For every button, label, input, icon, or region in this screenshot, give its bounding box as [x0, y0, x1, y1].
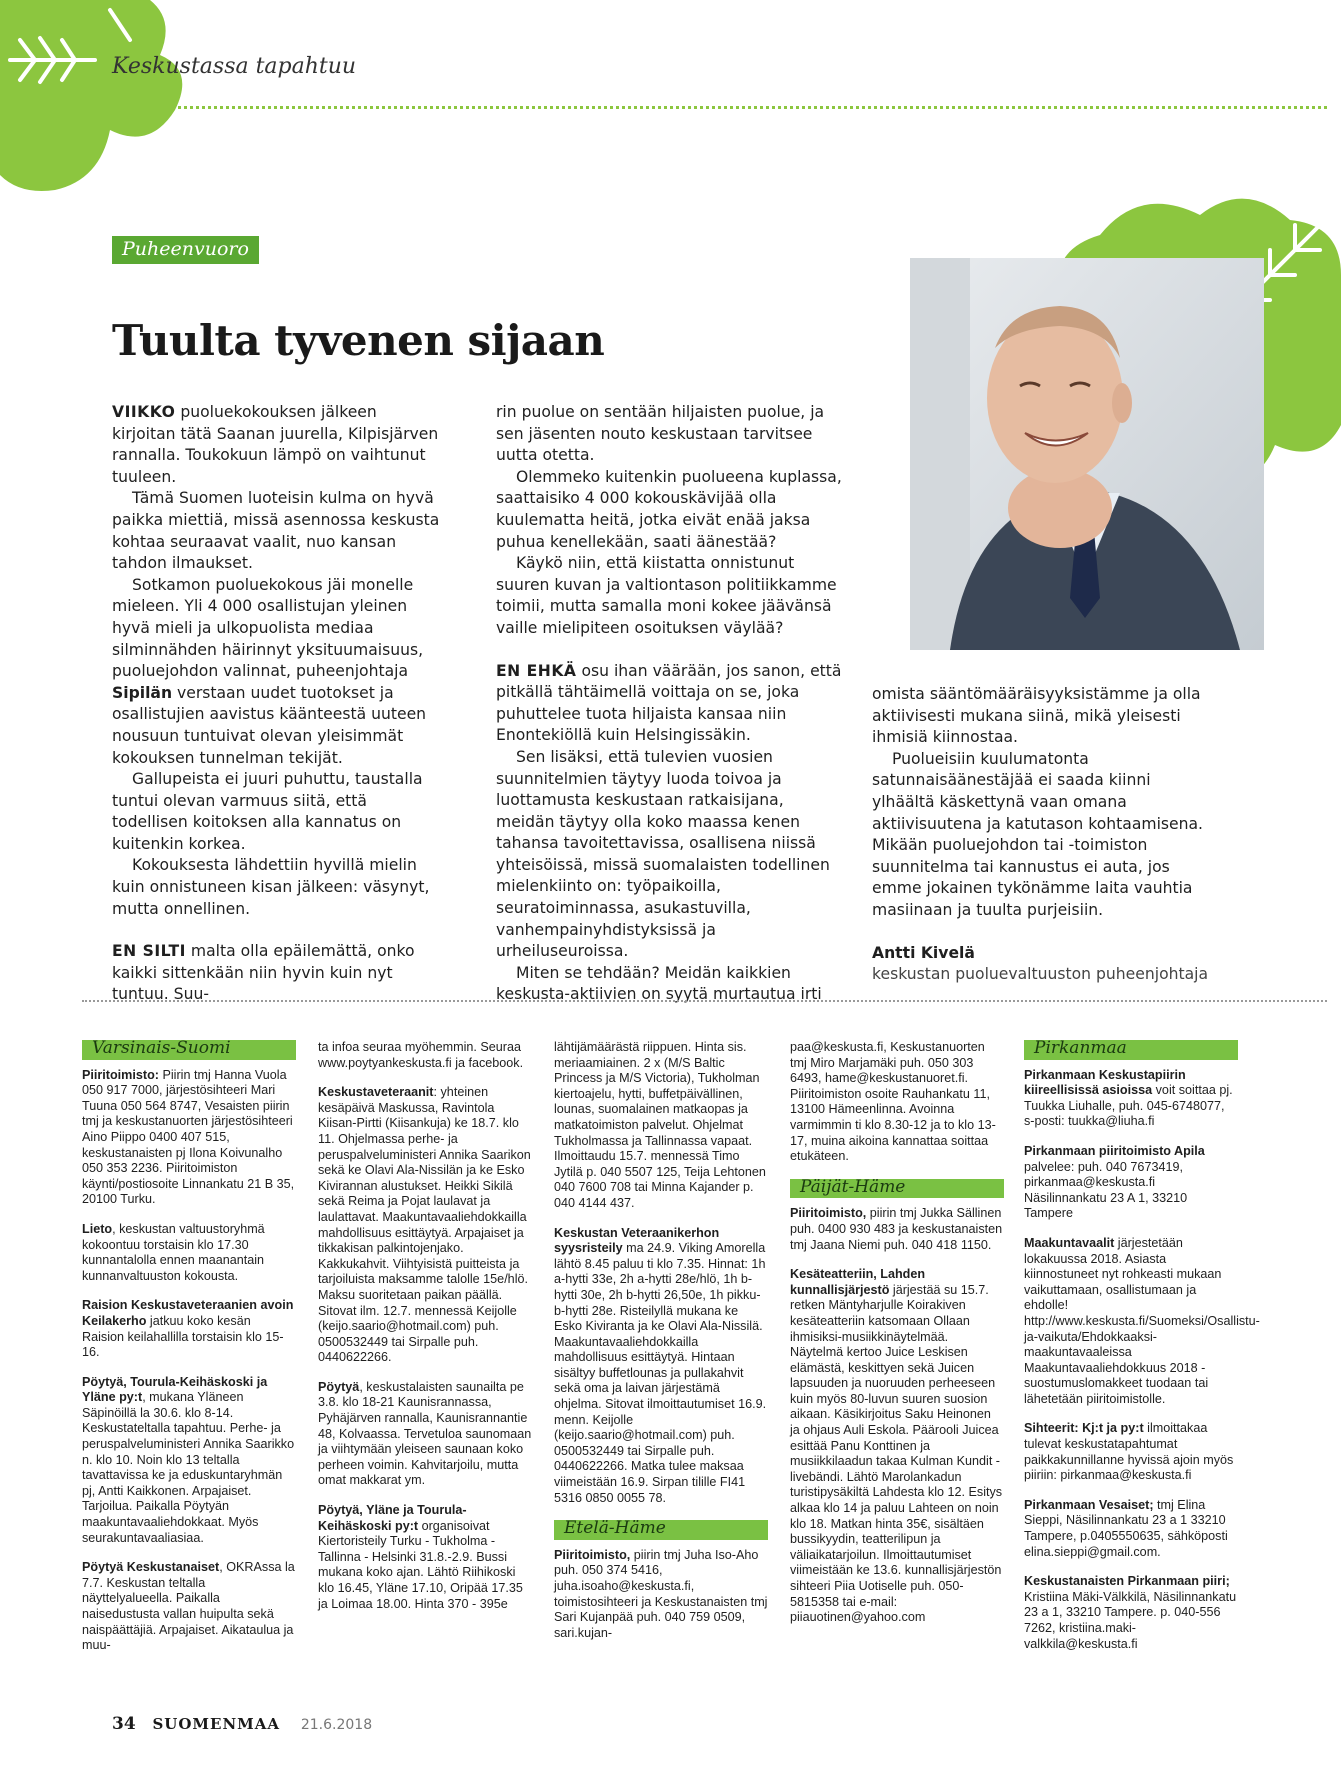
news-item: Lieto, keskustan valtuustoryhmä kokoontuu torstaisin klo 17.30 kunnantalolla ennen maanantain kunnanvaltuuston kokousta.	[82, 1221, 265, 1283]
news-column-1	[82, 1040, 296, 1668]
article-tag-label: Puheenvuoro	[112, 236, 259, 264]
news-item: ta infoa seuraa myöhemmin. Seuraa www.poytyankeskusta.fi ja facebook.	[318, 1040, 524, 1070]
news-item: Pöytyä Keskustanaiset, OKRAssa la 7.7. Keskustan teltalla näyttelyalueella. Paikalla naisedustusta vallan huipulta sekä naispäättäjiä. Arpajaiset. Aikataulua ja muu-	[82, 1560, 295, 1653]
section-title: Keskustassa tapahtuu	[112, 54, 357, 79]
paragraph: Sotkamon puoluekokous jäi monelle mieleen. Yli 4 000 osallistujan yleinen hyvä mieli ja ulkopuolista mediaa silminnähden häirinnyt yksituumaisuus, puoluejohdon valinnat, puheenjohtaja Sipilän verstaan uudet tuotokset ja osallistujien aavistus käänteestä uuteen nousuun tuntuivat olevan yleisimmät kokouksen tunnelman tekijät.	[112, 575, 427, 767]
paragraph: Gallupeista ei juuri puhuttu, taustalla tuntui olevan varmuus siitä, että todellisen koitoksen alla kannatus on kuitenkin korkea.	[112, 770, 423, 853]
section-divider	[82, 1000, 1327, 1002]
paragraph: VIIKKO puoluekokouksen jälkeen kirjoitan tätä Saanan juurella, Kilpisjärven rannalla. Toukokuun lämpö on vaihtunut tuuleen.	[112, 403, 439, 486]
news-item: lähtijämäärästä riippuen. Hinta sis. meriaamiainen. 2 x (M/S Baltic Princess ja M/S Victoria), Tukholman kiertoajelu, hytti, buffetpäivällinen, lounas, suomalainen matkaopas ja matkatoimiston palvelut. Ohjelmat Tukholmassa ja Tallinnassa vapaat. Ilmoittaudu 15.7. mennessä Timo Jytilä p. 040 5507 125, Teija Lehtonen 040 7600 708 tai Minna Kajander p. 040 4144 437.	[554, 1040, 766, 1210]
paragraph: EN SILTI malta olla epäilemättä, onko kaikki sittenkään niin hyvin kuin nyt tuntuu. Suu-	[112, 942, 415, 1004]
news-item: Pirkanmaan Keskustapiirin kiireellisissä asioissa voit soittaa pj. Tuukka Liuhalle, puh. 045-6748077, s-posti: tuukka@liuha.fi	[1024, 1067, 1233, 1129]
region-heading: Päijät-Häme	[790, 1179, 1004, 1199]
author-name: Antti Kivelä	[872, 943, 975, 962]
news-column-5	[1024, 1038, 1260, 1666]
paragraph: rin puolue on sentään hiljaisten puolue, ja sen jäsenten nouto keskustaan tarvitsee uutta otetta.	[496, 403, 825, 465]
issue-date: 21.6.2018	[300, 1717, 373, 1733]
paragraph: Käykö niin, että kiistatta onnistunut suuren kuvan ja valtiontason politiikkamme toimii, mutta samalla moni kokee jäävänsä vaille mielipiteen osoituksen väylää?	[496, 554, 837, 637]
news-item: Maakuntavaalit järjestetään lokakuussa 2018. Asiasta kiinnostuneet nyt rohkeasti mukaan vaikuttamaan, osallistumaan ja ehdolle! http://www.keskusta.fi/Suomeksi/Osallistu-ja-vaikuta/Ehdokkaaksi-maakuntavaaleissa Maakuntavaaliehdokkuus 2018 -suostumuslomakkeet tuodaan tai lähetetään piiritoimistolle.	[1024, 1235, 1260, 1406]
news-item: Piiritoimisto: Piirin tmj Hanna Vuola 050 917 7000, järjestösihteeri Mari Tuuna 050 564 8747, Vesaisten piirin tmj ja keskustanuorten järjestösihteeri Aino Piippo 0400 407 515, keskustanaisten pj Ilona Koivunalho 050 353 2236. Piiritoimiston käynti/postiosoite Linnankatu 21 B 35, 20100 Turku.	[82, 1067, 295, 1207]
news-item: Pöytyä, keskustalaisten saunailta pe 3.8. klo 18-21 Kaunisrannassa, Pyhäjärven rannalla, Kaunisrannantie 48, Kolvaassa. Tervetuloa saunomaan ja viihtymään yleiseen saunaan koko perheen voimin. Kahvitarjoilu, mutta omat makkarat ym.	[318, 1379, 532, 1488]
region-heading: Varsinais-Suomi	[82, 1040, 296, 1060]
article-headline: Tuulta tyvenen sijaan	[112, 316, 605, 365]
page-footer	[112, 1714, 372, 1734]
news-item: Piiritoimisto, piirin tmj Jukka Sällinen puh. 0400 930 483 ja keskustanaisten tmj Jaana Niemi puh. 040 418 1150.	[790, 1206, 1003, 1252]
news-item: Keskustan Veteraanikerhon syysristeily ma 24.9. Viking Amorella lähtö 8.45 paluu ti klo 7.35. Hinnat: 1h a-hytti 33e, 2h a-hytti 28e/hlö, 1h b-hytti 30e, 2h b-hytti 26,50e, 1h pikku-b-hytti 28e. Risteilyllä mukana ke Esko Kiviranta ja ke Olavi Ala-Nissilä. Maakuntavaaliehdokkailla mahdollisuus esittäytyä. Hintaan sisältyy buffetlounas ja pullakahvit sekä oma ja laivan järjestämä ohjelma. Sitovat ilmoittautumiset 16.9. menn. Keijolle (keijo.saario@hotmail.com) puh. 0500532449 tai Sirpalle puh. 0440622266. Matka tulee maksaa viimeistään 16.9. Sirpan tilille FI41 5316 0850 0055 78.	[554, 1225, 767, 1505]
paragraph: Olemmeko kuitenkin puolueena kuplassa, saattaisiko 4 000 kokouskävijää olla kuulematta heitä, jotka eivät enää jaksa puhua kenellekään, saati äänestää?	[496, 467, 842, 551]
header-divider	[112, 106, 1327, 109]
news-item: Sihteerit: Kj:t ja py:t ilmoittakaa tulevat keskustatapahtumat paikkakunnillanne hyvissä ajoin myös piiriin: pirkanmaa@keskusta.fi	[1024, 1421, 1234, 1483]
paragraph: EN EHKÄ osu ihan väärään, jos sanon, että pitkällä tähtäimellä voittaja on se, joka puhuttelee tuota hiljaista kansaa niin Enontekiöllä kuin Helsingissäkin.	[496, 661, 842, 745]
clover-decoration-topleft	[0, 0, 200, 200]
news-item: Pöytyä, Yläne ja Tourula-Keihäskoski py:t organisoivat Kiertoristeily Turku - Tukholma - Tallinna - Helsinki 31.8.-2.9. Bussi mukana koko ajan. Lähtö Riihikoski klo 16.45, Yläne 17.10, Oripää 17.35 ja Loimaa 18.00. Hinta 370 - 395e	[318, 1503, 523, 1611]
news-item: Piiritoimisto, piirin tmj Juha Iso-Aho puh. 050 374 5416, juha.isoaho@keskusta.fi, toimistosihteeri ja Keskustanaisten tmj Sari Kujanpää puh. 040 759 0509, sari.kujan-	[554, 1547, 768, 1640]
page-number: 34	[112, 1714, 136, 1734]
author-photo	[910, 258, 1264, 650]
news-item: paa@keskusta.fi, Keskustanuorten tmj Miro Marjamäki puh. 050 303 6493, hame@keskustanuoret.fi. Piiritoimiston osoite Rauhankatu 11, 13100 Hämeenlinna. Avoinna varmimmin ti klo 8.30-12 ja to klo 13-17, muina aikoina kannattaa soittaa etukäteen.	[790, 1040, 996, 1164]
paragraph: Kokouksesta lähdettiin hyvillä mielin kuin onnistuneen kisan jälkeen: väsynyt, mutta onnellinen.	[112, 856, 430, 918]
paragraph: Sen lisäksi, että tulevien vuosien suunnitelmien täytyy luoda toivoa ja luottamusta keskustaan ratkaisijana, meidän täytyy olla koko maassa kenen tahansa tavoitettavissa, osallisena niissä yhteisöissä, missä suomalaisten todellinen mielenkiinto on: työpaikoilla, seuratoiminnassa, asukastuvilla, vanhempainyhdistyksissä ja urheiluseuroissa.	[496, 747, 830, 961]
news-item: Keskustanaisten Pirkanmaan piiri; Kristiina Mäki-Välkkilä, Näsilinnankatu 23 a 1, 33210 Tampere. p. 040-556 7262, kristiina.maki-valkkila@keskusta.fi	[1024, 1574, 1237, 1651]
news-column-4	[790, 1040, 1004, 1640]
news-column-2	[318, 1040, 532, 1626]
paragraph: Miten se tehdään? Meidän kaikkien keskusta-aktiivien on syytä murtautua irti	[496, 963, 822, 1004]
news-item: Pöytyä, Tourula-Keihäskoski ja Yläne py:t, mukana Yläneen Säpinöillä la 30.6. klo 8-14. Keskustateltalla tapahtuu. Perhe- ja peruspalveluministeri Annika Saarikko n. klo 10. Noin klo 13 teltalla tavattavissa ke ja eduskuntaryhmän pj, Antti Kaikkonen. Arpajaiset. Tarjoilua. Paikalla Pöytyän maakuntavaaliehdokkaat. Myös seurakuntavaaliasiaa.	[82, 1374, 295, 1545]
region-heading: Pirkanmaa	[1024, 1040, 1238, 1060]
paragraph: Tämä Suomen luoteisin kulma on hyvä paikka miettiä, missä asennossa keskusta kohtaa seuraavat vaalit, nuo kansan tahdon ilmaukset.	[112, 489, 440, 573]
article-tag	[112, 236, 259, 264]
news-item: Raision Keskustaveteraanien avoin Keilakerho jatkuu koko kesän Raision keilahallilla torstaisin klo 15-16.	[82, 1298, 294, 1360]
news-item: Kesäteatteriin, Lahden kunnallisjärjestö järjestää su 15.7. retken Mäntyharjulle Koirakiven kesäteatteriin katsomaan Ollaan ihmisiksi-musiikkinäytelmää. Näytelmä kertoo Juice Leskisen elämästä, keskittyen sekä Juicen lapsuuden ja nuoruuden perheeseen kuin myös 80-luvun suuren suosion aikaan. Käsikirjoitus Saku Heinonen ja ohjaus Auli Eskola. Päärooli Juicea esittää Panu Konttinen ja musiikkilaadun takaa Kulman Kundit -livebändi. Lähtö Marolankadun turistipysäkiltä Lahdesta klo 12. Esitys alkaa klo 14 ja paluu Lahteen on noin klo 18. Matkan hinta 35€, sisältäen bussikyydin, teatterilipun ja väliaikatarjoilun. Ilmoittautumiset viimeistään ke 13.6. kunnallisjärjestön sihteeri Piia Uotiselle puh. 050-5815358 tai e-mail: piiauotinen@yahoo.com	[790, 1267, 1003, 1625]
news-item: Pirkanmaan piiritoimisto Apila palvelee: puh. 040 7673419, pirkanmaa@keskusta.fi Näsilinnankatu 23 A 1, 33210 Tampere	[1024, 1143, 1205, 1221]
magazine-name: SUOMENMAA	[152, 1715, 281, 1733]
author-role: keskustan puoluevaltuuston puheenjohtaja	[872, 965, 1209, 984]
news-column-3	[554, 1040, 768, 1655]
news-item: Keskustaveteraanit: yhteinen kesäpäivä Maskussa, Ravintola Kiisan-Pirtti (Kiisankuja) ke 18.7. klo 11. Ohjelmassa perhe- ja peruspalveluministeri Annika Saarikon sekä ke Olavi Ala-Nissilän ja ke Esko Kivirannan alustukset. Heikki Sikilä sekä Reima ja Pojat laulavat ja laulattavat. Maakuntavaaliehdokkailla mahdollisuus esittäytyä. Arpajaiset ja tikkakisan palkintojenjako. Kakkukahvit. Viihtyisistä puitteista ja tarjoiluista maksamme talolle 15e/hlö. Maksu suoritetaan paikan päällä. Sitovat ilm. 12.7. mennessä Keijolle (keijo.saario@hotmail.com) puh. 0500532449 tai Sirpalle puh. 0440622266.	[318, 1085, 531, 1365]
paragraph: omista sääntömääräisyyksistämme ja olla aktiivisesti mukana siinä, mikä yleisesti ihmisiä kiinnostaa.	[872, 685, 1201, 747]
article-column-3	[872, 684, 1212, 986]
article-column-2	[496, 402, 844, 1006]
paragraph: Puolueisiin kuulumatonta satunnaisäänestäjää ei saada kiinni ylhäältä käskettynä vaan omana aktiivisuutena ja katutason kohtaamisena. Mikään puoluejohdon tai -toimiston suunnitelma tai kannustus ei auta, jos emme jokainen tykönämme laita vauhtia masiinaan ja tuulta purjeisiin.	[872, 749, 1204, 919]
article-column-1	[112, 402, 442, 1006]
region-heading: Etelä-Häme	[554, 1520, 768, 1540]
news-item: Pirkanmaan Vesaiset; tmj Elina Sieppi, Näsilinnankatu 23 a 1 33210 Tampere, p.0405550635, sähköposti elina.sieppi@gmail.com.	[1024, 1497, 1228, 1559]
